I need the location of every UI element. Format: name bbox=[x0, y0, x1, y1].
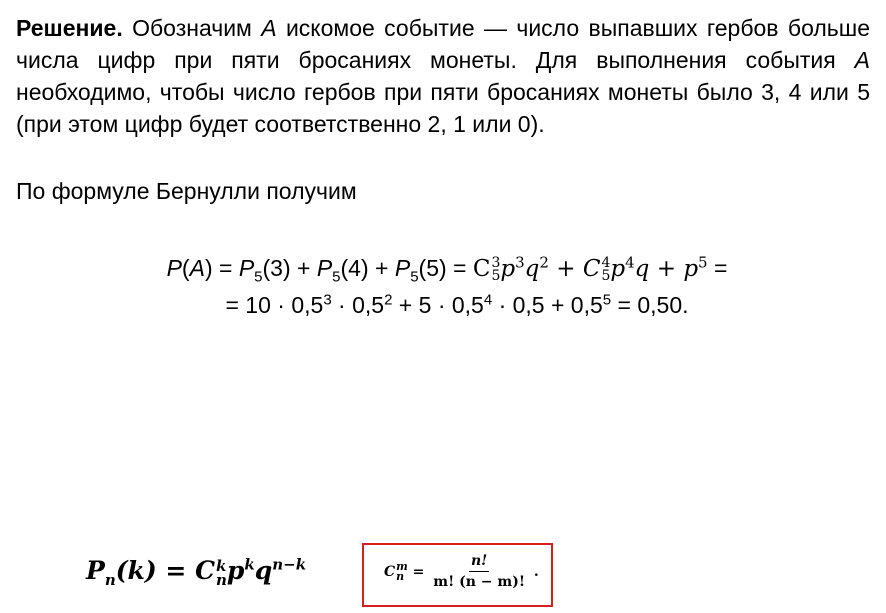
formula-symbol: P bbox=[86, 556, 105, 585]
eq-symbol: p bbox=[683, 256, 699, 282]
formula-subscript: n bbox=[215, 571, 227, 589]
formula-subscript: n bbox=[104, 571, 116, 589]
event-variable: A bbox=[261, 15, 277, 41]
eq-superscript: 3 bbox=[515, 253, 525, 272]
probability-equation-line-2 bbox=[14, 289, 886, 321]
probability-equation-line-1 bbox=[4, 252, 886, 285]
eq-text: · 0,5 bbox=[331, 292, 385, 318]
eq-text: · 0,5 + 0,5 bbox=[492, 292, 603, 318]
formula-indices bbox=[216, 559, 227, 587]
formula-indices bbox=[396, 559, 408, 583]
eq-superscript: 4 bbox=[601, 255, 611, 271]
eq-text: ) = bbox=[204, 255, 239, 281]
eq-superscript: 4 bbox=[625, 253, 635, 272]
formula-superscript: k bbox=[244, 555, 255, 574]
eq-symbol: p bbox=[500, 256, 516, 282]
eq-subscript: 5 bbox=[601, 268, 611, 284]
eq-text: = bbox=[707, 255, 728, 281]
event-variable: A bbox=[854, 47, 870, 73]
eq-subscript: 5 bbox=[410, 268, 419, 286]
formula-symbol: C bbox=[195, 556, 215, 585]
eq-text: = 10 · 0,5 bbox=[225, 292, 324, 318]
formula-text: . bbox=[528, 563, 539, 580]
eq-superscript: 2 bbox=[384, 291, 393, 309]
eq-symbol: P bbox=[394, 255, 411, 281]
eq-symbol: A bbox=[189, 255, 205, 281]
eq-text: + bbox=[649, 256, 684, 282]
fraction bbox=[433, 553, 525, 590]
formula-text: = bbox=[407, 563, 430, 580]
solution-label: Решение. bbox=[16, 15, 123, 41]
eq-superscript: 4 bbox=[483, 291, 493, 309]
eq-symbol: P bbox=[316, 255, 333, 281]
bernoulli-intro: По формуле Бернулли получим bbox=[16, 178, 357, 204]
solution-text-1: Обозначим bbox=[122, 15, 262, 41]
eq-text: (5) = bbox=[418, 255, 473, 281]
combination-formula-box bbox=[362, 543, 553, 607]
eq-superscript: 3 bbox=[323, 291, 332, 309]
formula-superscript: m bbox=[396, 559, 408, 573]
eq-subscript: 5 bbox=[491, 268, 501, 284]
eq-superscript: 2 bbox=[539, 253, 549, 272]
eq-symbol: q bbox=[524, 256, 540, 282]
eq-superscript: 5 bbox=[698, 253, 708, 272]
eq-text: = 0,50. bbox=[611, 292, 689, 318]
eq-text: (3) + bbox=[262, 255, 317, 281]
formula-superscript: n−k bbox=[272, 555, 307, 574]
eq-symbol: P bbox=[166, 255, 182, 281]
eq-text: + 5 · 0,5 bbox=[392, 292, 484, 318]
formula-superscript: k bbox=[215, 557, 227, 575]
formula-symbol: q bbox=[254, 556, 273, 585]
eq-symbol: p bbox=[610, 256, 626, 282]
formula-symbol: C bbox=[384, 563, 396, 580]
eq-symbol: q bbox=[634, 256, 650, 282]
combination-formula bbox=[384, 553, 539, 590]
solution-text-2: искомое событие — число выпавших гербов больше числа цифр при пяти бросаниях монеты. Для выполнения события bbox=[16, 15, 870, 73]
eq-superscript: 5 bbox=[602, 291, 612, 309]
eq-text: (4) + bbox=[340, 255, 395, 281]
eq-subscript: 5 bbox=[254, 268, 263, 286]
fraction-denominator: m! (n − m)! bbox=[433, 574, 525, 590]
eq-superscript: 3 bbox=[491, 255, 501, 271]
bernoulli-formula bbox=[86, 556, 306, 587]
eq-symbol: C bbox=[582, 256, 601, 282]
solution-paragraph bbox=[16, 12, 870, 140]
fraction-numerator: n! bbox=[469, 553, 489, 572]
formula-subscript: n bbox=[396, 569, 405, 583]
solution-text-3: необходимо, чтобы число гербов при пяти бросаниях монеты было 3, 4 или 5 (при этом цифр будет соответственно 2, 1 или 0). bbox=[16, 79, 870, 137]
formula-text: (k) = bbox=[115, 556, 196, 585]
eq-text: + bbox=[548, 256, 583, 282]
formula-symbol: p bbox=[226, 556, 245, 585]
eq-symbol: C bbox=[472, 256, 491, 282]
eq-subscript: 5 bbox=[332, 268, 341, 286]
eq-text: ( bbox=[181, 255, 190, 281]
eq-symbol: P bbox=[238, 255, 255, 281]
